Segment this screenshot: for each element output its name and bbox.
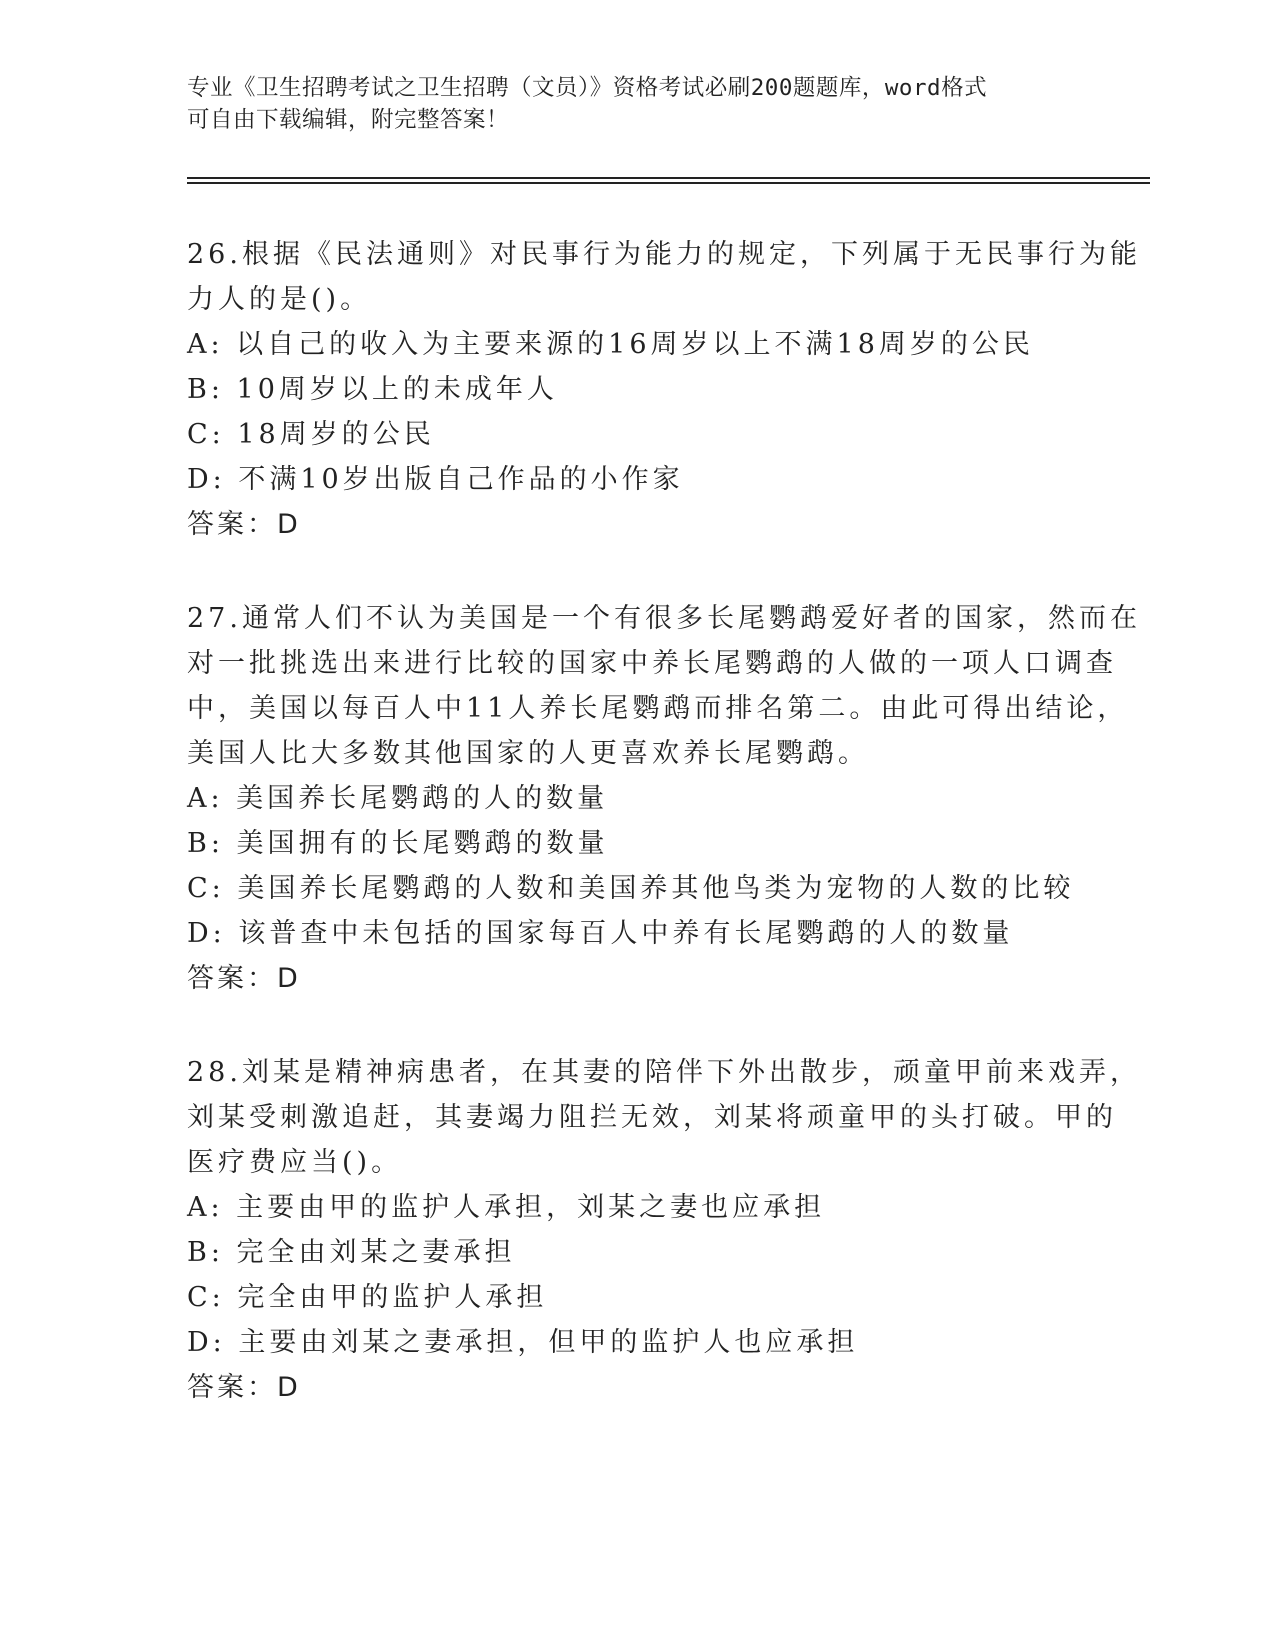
question-text-line: 美国人比大多数其他国家的人更喜欢养长尾鹦鹉。 [187, 738, 869, 769]
option-c: C: 美国养长尾鹦鹉的人数和美国养其他鸟类为宠物的人数的比较 [187, 873, 1075, 904]
answer-label: 答案：D [187, 1372, 301, 1403]
option-a: A: 美国养长尾鹦鹉的人的数量 [187, 783, 609, 814]
option-b: B: 美国拥有的长尾鹦鹉的数量 [187, 828, 609, 859]
question-text-line: 26.根据《民法通则》对民事行为能力的规定，下列属于无民事行为能 [187, 239, 1141, 270]
answer-label: 答案：D [187, 963, 301, 994]
question-text-line: 力人的是()。 [187, 284, 372, 315]
header-divider-bottom [187, 182, 1150, 184]
header-line: 专业《卫生招聘考试之卫生招聘（文员）》资格考试必刷200题题库，word格式 [187, 75, 988, 101]
question-text-line: 中，美国以每百人中11人养长尾鹦鹉而排名第二。由此可得出结论， [187, 693, 1129, 724]
header-divider-top [187, 177, 1150, 179]
question-text-line: 刘某受刺激追赶，其妻竭力阻拦无效，刘某将顽童甲的头打破。甲的 [187, 1102, 1117, 1133]
question-text-line: 28.刘某是精神病患者，在其妻的陪伴下外出散步，顽童甲前来戏弄， [187, 1057, 1141, 1088]
option-a: A: 主要由甲的监护人承担，刘某之妻也应承担 [187, 1192, 826, 1223]
answer-label: 答案：D [187, 509, 301, 540]
question-26 [187, 232, 1141, 547]
option-c: C: 完全由甲的监护人承担 [187, 1282, 548, 1313]
option-d: D: 该普查中未包括的国家每百人中养有长尾鹦鹉的人的数量 [187, 918, 1014, 949]
option-d: D: 不满10岁出版自己作品的小作家 [187, 464, 684, 495]
option-b: B: 10周岁以上的未成年人 [187, 374, 558, 405]
question-text-line: 医疗费应当()。 [187, 1147, 403, 1178]
question-28 [187, 1050, 1141, 1410]
question-27 [187, 596, 1141, 1001]
document-header [187, 72, 1067, 136]
header-line: 可自由下载编辑，附完整答案！ [187, 107, 510, 133]
option-b: B: 完全由刘某之妻承担 [187, 1237, 516, 1268]
question-text-line: 27.通常人们不认为美国是一个有很多长尾鹦鹉爱好者的国家，然而在 [187, 603, 1141, 634]
option-c: C: 18周岁的公民 [187, 419, 435, 450]
option-d: D: 主要由刘某之妻承担，但甲的监护人也应承担 [187, 1327, 859, 1358]
question-text-line: 对一批挑选出来进行比较的国家中养长尾鹦鹉的人做的一项人口调查 [187, 648, 1117, 679]
option-a: A: 以自己的收入为主要来源的16周岁以上不满18周岁的公民 [187, 329, 1034, 360]
